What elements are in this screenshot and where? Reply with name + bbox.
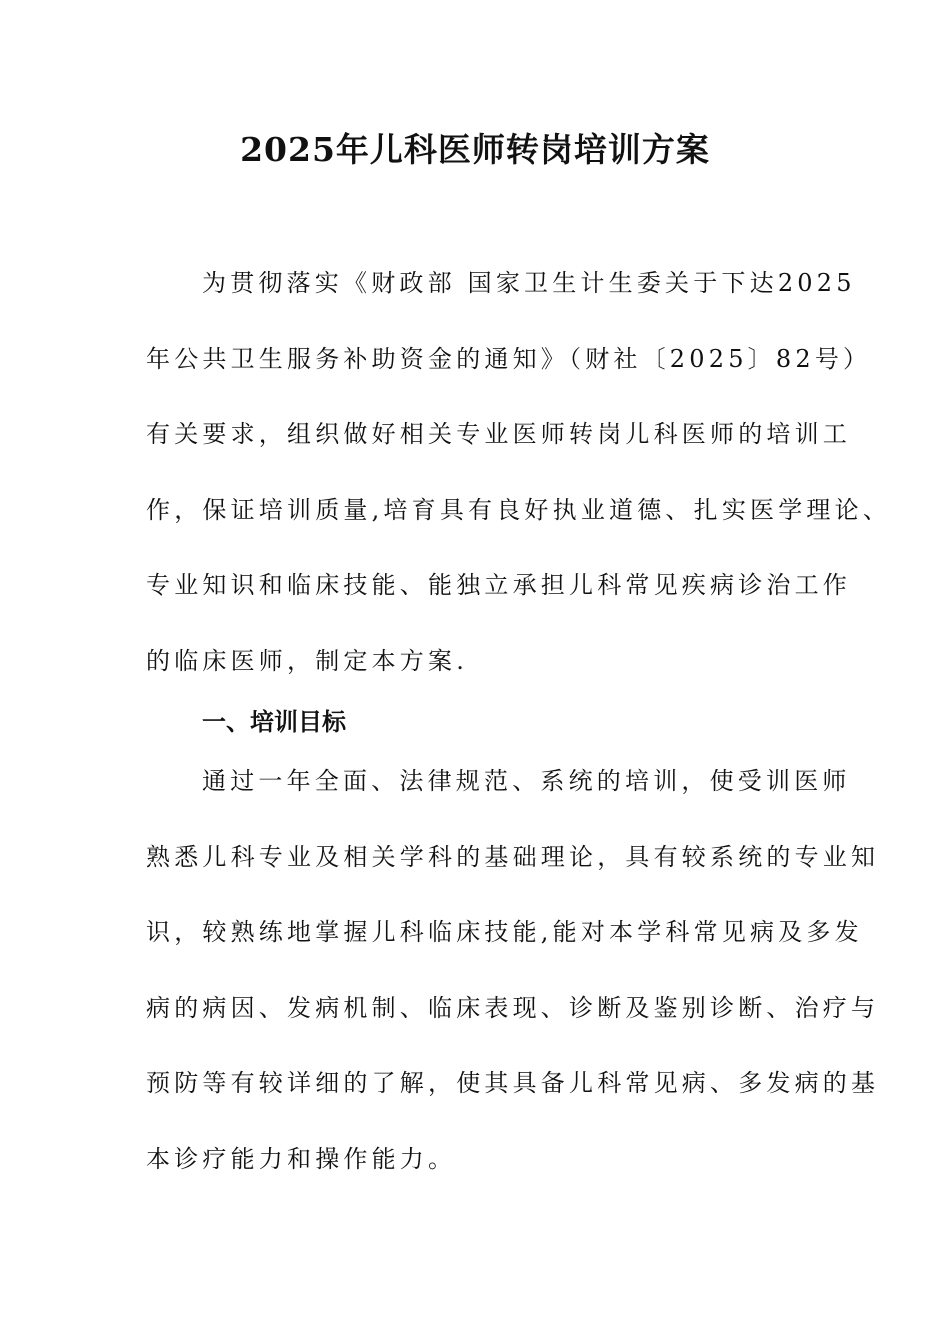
section-paragraph: [146, 744, 880, 1197]
paragraph-line: 预防等有较详细的了解，使其具备儿科常见病、多发病的基: [146, 1069, 880, 1097]
paragraph-line: 识，较熟练地掌握儿科临床技能,能对本学科常见病及多发: [146, 918, 863, 946]
paragraph-line: 的临床医师，制定本方案.: [146, 646, 469, 675]
paragraph-line: 有关要求，组织做好相关专业医师转岗儿科医师的培训工: [146, 420, 851, 448]
paragraph-line: 通过一年全面、法律规范、系统的培训，使受训医师: [202, 767, 851, 795]
paragraph-line: 作，保证培训质量,培育具有良好执业道德、扎实医学理论、: [146, 495, 892, 524]
intro-paragraph: [146, 246, 892, 699]
section-heading: 一、培训目标: [202, 708, 346, 736]
paragraph-line: 年公共卫生服务补助资金的通知》（财社〔2025〕82号）: [146, 344, 872, 373]
document-title: 2025年儿科医师转岗培训方案: [240, 130, 710, 169]
paragraph-line: 熟悉儿科专业及相关学科的基础理论，具有较系统的专业知: [146, 842, 880, 871]
paragraph-line: 本诊疗能力和操作能力。: [146, 1144, 457, 1173]
paragraph-line: 为贯彻落实《财政部 国家卫生计生委关于下达2025: [202, 269, 856, 297]
paragraph-line: 专业知识和临床技能、能独立承担儿科常见疾病诊治工作: [146, 571, 851, 599]
paragraph-line: 病的病因、发病机制、临床表现、诊断及鉴别诊断、治疗与: [146, 993, 880, 1022]
